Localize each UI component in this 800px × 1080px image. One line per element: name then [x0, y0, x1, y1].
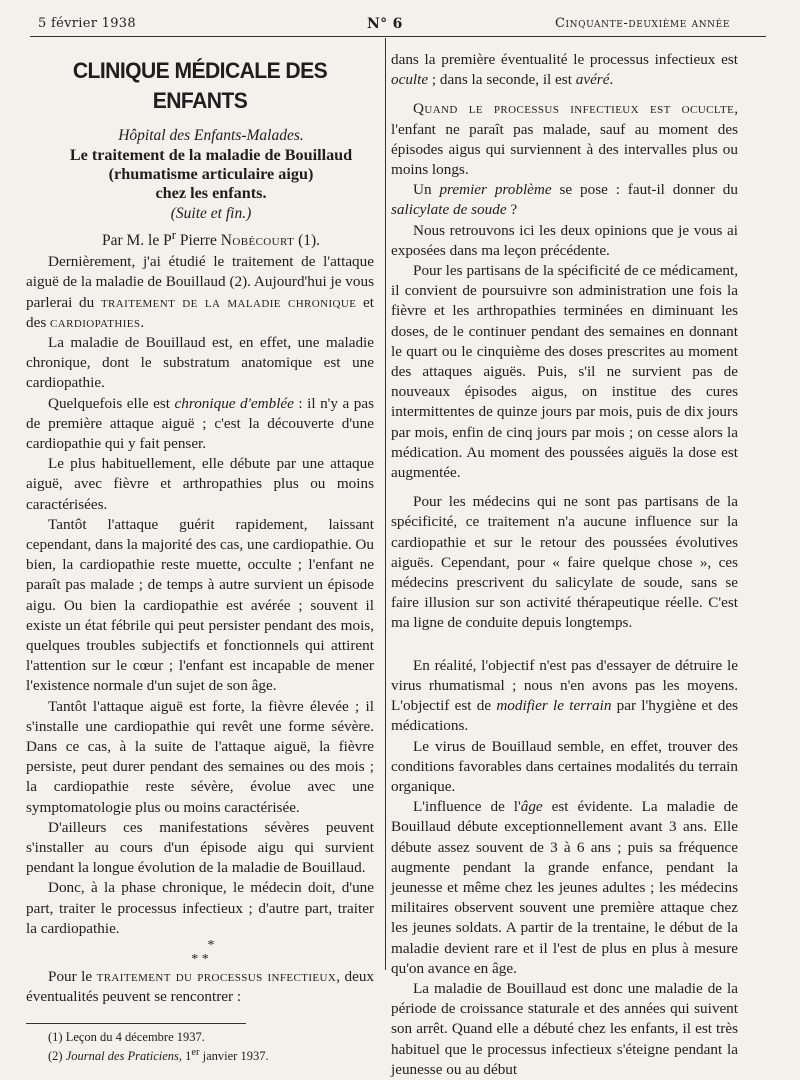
paragraph: La maladie de Bouillaud est, en effet, une maladie chronique, dont le substratum anatomique est une cardiopathie. [26, 333, 374, 392]
text: dans la première éventualité le processus infectieux est [391, 51, 738, 68]
footnote-rule [26, 1023, 246, 1024]
paragraph [391, 50, 738, 90]
paragraph: Tantôt l'attaque guérit rapidement, laissant cependant, dans la majorité des cas, une cardiopathie. Ou bien, la cardiopathie reste muette, occulte ; l'enfant ne paraît pas malade ; de temps à autre survient un épisode aigu. Ou bien la cardiopathie est avérée ; souvent il existe un état fébrile qui peut persister pendant des mois, quelques troubles subjectifs et fonctionnels qui attirent l'attention sur le cœur ; l'enfant est incapable de mener l'existence normale d'un sujet de son âge. [26, 515, 374, 695]
author-first-name: Pierre [176, 232, 221, 250]
italic-text: premier problème [439, 181, 552, 199]
text: Quelquefois elle est [48, 394, 175, 412]
paragraph [391, 99, 738, 180]
author-prefix: Par M. le P [101, 232, 172, 250]
paragraph [26, 967, 374, 1007]
text: L'influence de l' [413, 798, 521, 816]
issue-number: N° 6 [367, 16, 403, 32]
text: : il n'y a pas de première attaque aiguë ; c'est la découverte d'une cardiopathie qui y fait penser. [26, 394, 374, 452]
article-title-line-2: (rhumatisme articulaire aigu) [108, 165, 314, 183]
italic-text: Journal des Praticiens [65, 1049, 179, 1064]
paragraph: Le plus habituellement, elle débute par une attaque aiguë, avec fièvre et arthropathies plus ou moins caractérisées. [26, 455, 374, 513]
small-caps-text: traitement du processus infectieux [96, 968, 337, 986]
article-title-line-1: Le traitement de la maladie de Bouillaud [69, 146, 353, 164]
text: se pose : faut-il donner du [551, 181, 738, 199]
dinkus-bottom: * * [191, 952, 209, 968]
small-caps-text: Quand le processus infectieux est ocuclte [413, 100, 735, 118]
spacer [391, 90, 738, 99]
text: , l'enfant ne paraît pas malade, sauf au moment des épisodes aigus qui surviennent à des intervalles plus ou moins longs. [391, 100, 738, 179]
author-surname: Nobécourt [220, 232, 295, 250]
article-title-line-3: chez les enfants. [155, 184, 267, 202]
text: ? [506, 201, 518, 219]
paragraph [26, 394, 374, 455]
section-title: CLINIQUE MÉDICALE DES ENFANTS [72, 58, 328, 113]
paragraph [391, 797, 738, 979]
italic-text: avéré [575, 71, 610, 89]
text: est évidente. La maladie de Bouillaud débute exceptionnellement avant 3 ans. Elle débute assez souvent de 3 à 6 ans ; puis sa fréquence augmente pendant la grande enfance, pendant la jeunesse et même chez les jeunes adultes ; les médecins militaires observent souvent une première attaque chez les jeunes soldats. A partir de la trentaine, le début de la maladie devient rare et il l'est de plus en plus à mesure qu'on avance en âge. [391, 798, 738, 977]
left-column [26, 50, 374, 1065]
author-line [26, 224, 374, 252]
spacer [391, 483, 738, 492]
small-caps-text: traitement de la maladie chronique [100, 293, 357, 311]
text: par l'hygiène et des médications. [391, 697, 738, 735]
paragraph [391, 656, 738, 737]
paragraph [26, 252, 374, 333]
text: ; dans la seconde, il est [428, 71, 576, 89]
text: . [609, 71, 614, 89]
superscript: er [191, 1047, 200, 1059]
italic-text: salicylate de soude [391, 201, 507, 219]
small-caps-text: cardiopathies. [50, 313, 145, 331]
text: Un [413, 181, 440, 199]
paragraph: Le virus de Bouillaud semble, en effet, trouver des conditions favorables dans certaines modalités du terrain organique. [391, 737, 738, 795]
text: Dernièrement, j'ai étudié le traitement de l'attaque aiguë de la maladie de Bouillaud (2). Aujourd'hui je vous parlerai du [26, 253, 374, 311]
paragraph: Pour les médecins qui ne sont pas partisans de la spécificité, ce traitement n'a aucune influence sur la cardiopathie et sur le retour des poussées évolutives aiguës. Cependant, pour « faire quelque chose », ces médecins prescrivent du salicylate de soude, sans se faire illusion sur son activité thérapeutique réelle. C'est ma ligne de conduite depuis longtemps. [391, 493, 738, 632]
issue-date: 5 février 1938 [38, 16, 136, 31]
dinkus-top: * [207, 938, 215, 954]
author-footnote-ref: (1). [294, 232, 321, 250]
dinkus [26, 939, 374, 967]
paragraph: Nous retrouvons ici les deux opinions que je vous ai exposées dans ma leçon précédente. [391, 221, 738, 259]
italic-text: modifier le terrain [496, 697, 612, 715]
text: , deux éventualités peuvent se rencontrer : [26, 968, 375, 1006]
paragraph: D'ailleurs ces manifestations sévères peuvent s'installer au cours d'un épisode aigu qui survient pendant la longue évolution de la maladie de Bouillaud. [26, 818, 374, 877]
text: Pour le [48, 968, 97, 986]
footnote-1: (1) Leçon du 4 décembre 1937. [48, 1030, 205, 1045]
italic-text: oculte [391, 71, 429, 89]
text: et des [26, 293, 375, 331]
footnote-2 [26, 1045, 374, 1064]
article-subtitle: (Suite et fin.) [170, 205, 252, 222]
hospital-name: Hôpital des Enfants-Malades. [118, 127, 304, 144]
italic-text: chronique d'emblée [174, 394, 294, 412]
text: , 1 [178, 1049, 192, 1064]
spacer [391, 634, 738, 656]
paragraph: Donc, à la phase chronique, le médecin doit, d'une part, traiter le processus infectieux ; d'autre part, traiter la cardiopathie. [26, 879, 374, 937]
text: janvier 1937. [199, 1049, 269, 1064]
paragraph: Pour les partisans de la spécificité de ce médicament, il convient de poursuivre son administration une fois la fièvre et les arthropathies terminées en diminuant les doses, de le continuer pendant des semaines en donnant le quart ou le cinquième des doses prescrites au moment des attaques aiguës. Puis, s'il ne survient pas de nouveaux épisodes aigus, on institue des cures intermittentes de quinze jours par mois, puis de dix jours par mois, enfin de cinq jours par mois ; on cesse alors la médication. Au moment des poussées aiguës la dose est augmentée. [391, 262, 738, 482]
right-column [391, 50, 738, 1080]
paragraph [391, 180, 738, 220]
paragraph: La maladie de Bouillaud est donc une maladie de la période de croissance staturale et des années qui suivent son arrêt. Quand elle a débuté chez les enfants, il est très habituel que le processus infectieux s'éteigne pendant la jeunesse ou au début [391, 979, 738, 1078]
column-rule [385, 38, 386, 970]
publication-year: Cinquante-deuxième année [554, 16, 730, 31]
text: (2) [48, 1049, 66, 1064]
text: En réalité, l'objectif n'est pas d'essayer de détruire le virus rhumatismal ; nous n'en avons pas les moyens. L'objectif est de [391, 656, 738, 715]
paragraph: Tantôt l'attaque aiguë est forte, la fièvre élevée ; il s'installe une cardiopathie qui revêt une forme sévère. Dans ce cas, à la suite de l'attaque aiguë, la fièvre persiste, peut durer pendant des semaines ou des mois ; la cardiopathie reste sévère, évolue avec une symptomatologie plus ou moins caractérisée. [26, 697, 374, 816]
header-rule [30, 36, 766, 37]
running-head [32, 16, 760, 36]
author-prefix-sup: r [171, 227, 177, 242]
italic-text: âge [520, 798, 543, 816]
